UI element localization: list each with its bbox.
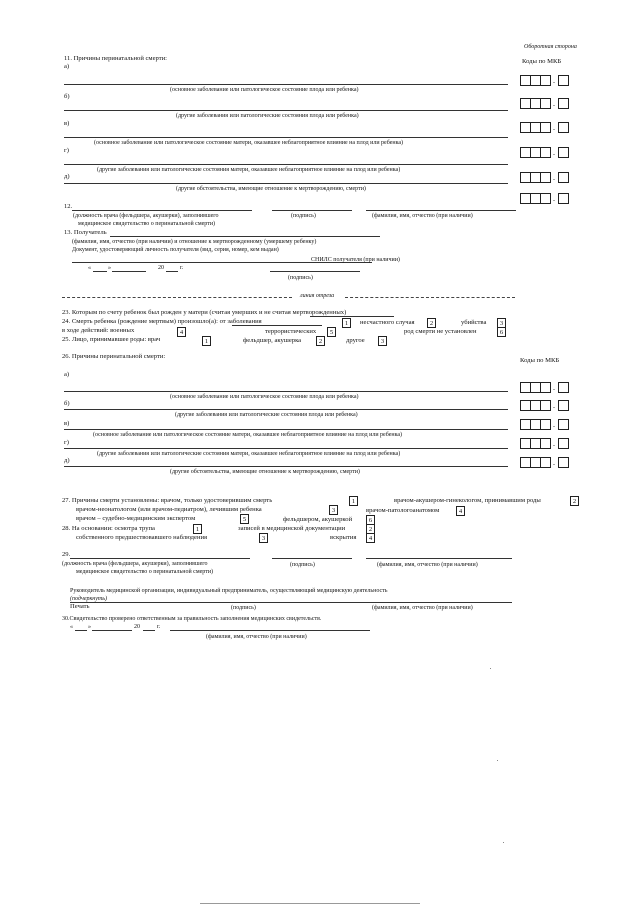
s13-date-q1: « xyxy=(88,265,91,271)
s25-box-1[interactable]: 1 xyxy=(202,336,211,346)
s29-signature-caption: (подпись) xyxy=(290,562,315,568)
s24-box-2[interactable]: 2 xyxy=(427,318,436,328)
s29-position-caption: (должность врача (фельдшера, акушерки), заполнившего xyxy=(62,561,208,567)
s24-box-6[interactable]: 6 xyxy=(497,327,506,337)
cause-d-line[interactable] xyxy=(64,183,508,184)
s26-cause-v-label: в) xyxy=(64,420,70,427)
s29-signature-line[interactable] xyxy=(272,558,352,559)
s26-cause-d-caption: (другие обстоятельства, имеющие отношение к мертворождению, смерти) xyxy=(170,469,360,475)
cause-b-line[interactable] xyxy=(64,110,508,111)
cause-a-caption: (основное заболевание или патологическое состояние плода или ребенка) xyxy=(170,87,359,93)
cause-a-label: а) xyxy=(64,63,70,70)
s28-records-label: записей в медицинской документации xyxy=(238,525,346,532)
section-24: 24. Смерть ребенка (рождение мертвым) произошло(а): от заболевания xyxy=(62,318,262,325)
s27-feldsher-label: фельдшером, акушеркой xyxy=(283,516,353,523)
s27-obstetr-label: врачом-акушером-гинекологом, принимавшим роды xyxy=(394,497,541,504)
head-signature-caption: (подпись) xyxy=(231,605,256,611)
section-25: 25. Лицо, принимавшее роды: врач xyxy=(62,336,161,343)
s26-mkb-header: Коды по МКБ xyxy=(520,357,560,364)
s26-cause-g-caption: (другие заболевания или патологические состояния матери, оказавшее неблагоприятное влияние на плод или ребенка) xyxy=(97,451,401,457)
s13-date-g: г. xyxy=(180,265,184,271)
s27-pathol-label: врачом-патологоанатомом xyxy=(366,507,440,514)
s12-signature-line[interactable] xyxy=(272,210,352,211)
section-12-num: 12. xyxy=(64,203,73,210)
s30-year: 20 xyxy=(134,624,140,630)
section-11-title: 11. Причины перинатальной смерти: xyxy=(64,55,167,62)
s30-fio-line[interactable] xyxy=(170,630,370,631)
cut-line-left xyxy=(62,297,292,298)
s28-autopsy-label: вскрытия xyxy=(330,534,357,541)
s13-date-year: 20 xyxy=(158,265,164,271)
s29-position-line[interactable] xyxy=(70,558,250,559)
s12-position-caption: (должность врача (фельдшера, акушерки), заполнившего xyxy=(73,213,219,219)
section-29-num: 29. xyxy=(62,551,71,558)
s27-forensic-label: врачом – судебно-медицинским экспертом xyxy=(76,515,196,522)
s25-feldsher-label: фельдшер, акушерка xyxy=(243,337,302,344)
s28-prior-label: собственного предшествовавшего наблюдения xyxy=(76,534,208,541)
s26-cause-d-line[interactable] xyxy=(64,466,508,467)
cause-a-line[interactable] xyxy=(64,84,508,85)
head-underline-note: (подчеркнуть) xyxy=(70,596,107,602)
s26-cause-v-caption: (основное заболевание или патологическое состояние матери, оказавшее неблагоприятное влияние на плод или ребенка) xyxy=(93,432,403,438)
s24-terror-label: террористических xyxy=(265,328,317,335)
cause-b-caption: (другие заболевания или патологические состояния плода или ребенка) xyxy=(176,113,359,119)
s30-q1: « xyxy=(70,624,73,630)
s29-position-caption-2: медицинское свидетельство о перинатальной смерти) xyxy=(76,569,214,575)
s12-fio-line[interactable] xyxy=(366,210,516,211)
s28-box-2[interactable]: 2 xyxy=(366,524,375,534)
head-text: Руководитель медицинской организации, индивидуальный предприниматель, осуществляющий медицинскую деятельность xyxy=(70,588,388,594)
head-line[interactable] xyxy=(70,602,512,603)
s12-fio-caption: (фамилия, имя, отчество (при наличии) xyxy=(372,213,473,219)
s29-fio-caption: (фамилия, имя, отчество (при наличии) xyxy=(377,562,478,568)
scan-speck xyxy=(497,760,498,761)
cause-g-line[interactable] xyxy=(64,164,508,165)
s25-box-2[interactable]: 2 xyxy=(316,336,325,346)
cause-v-line[interactable] xyxy=(64,137,508,138)
cause-d-caption: (другие обстоятельства, имеющие отношение к мертворождению, смерти) xyxy=(176,186,366,192)
section-26-title: 26. Причины перинатальной смерти: xyxy=(62,353,166,360)
s29-fio-line[interactable] xyxy=(366,558,512,559)
s13-fio-caption: (фамилия, имя, отчество (при наличии) и отношение к мертворожденному (умершему ребенку) xyxy=(72,239,317,245)
side-label: Оборотная сторона xyxy=(524,44,577,50)
s24-unknown-label: род смерти не установлен xyxy=(404,328,477,335)
s13-signature-line[interactable] xyxy=(270,271,360,272)
s28-box-1[interactable]: 1 xyxy=(193,524,202,534)
cause-d-label: д) xyxy=(64,173,70,180)
cause-b-label: б) xyxy=(64,93,70,100)
cause-v-caption: (основное заболевание или патологическое состояние матери, оказавшее неблагоприятное влияние на плод или ребенка) xyxy=(94,140,404,146)
s27-box-6[interactable]: 6 xyxy=(366,515,375,525)
s13-signature-caption: (подпись) xyxy=(288,275,313,281)
s26-cause-g-line[interactable] xyxy=(64,448,508,449)
s26-cause-b-line[interactable] xyxy=(64,409,508,410)
s26-cause-g-label: г) xyxy=(64,439,69,446)
s28-box-4[interactable]: 4 xyxy=(366,533,375,543)
s24-box-5[interactable]: 5 xyxy=(327,327,336,337)
cause-g-label: г) xyxy=(64,147,69,154)
s12-position-line[interactable] xyxy=(72,210,252,211)
scan-edge xyxy=(200,903,420,904)
s30-year-line[interactable] xyxy=(143,630,155,631)
s27-box-3[interactable]: 3 xyxy=(329,505,338,515)
head-seal: Печать xyxy=(70,603,90,610)
s24-murder-label: убийства xyxy=(461,319,487,326)
s13-date-day[interactable] xyxy=(93,271,107,272)
cause-v-label: в) xyxy=(64,120,70,127)
section-30: 30.Свидетельство проверено ответственным за правильность заполнения медицинских свидетельств. xyxy=(62,616,322,622)
s27-box-2[interactable]: 2 xyxy=(570,496,579,506)
s30-g: г. xyxy=(157,624,161,630)
mkb-codes-header: Коды по МКБ xyxy=(522,58,562,65)
s13-recipient-line[interactable] xyxy=(110,236,380,237)
section-23: 23. Которым по счету ребенок был рожден у матери (считая умерших и не считая мертворожденных) xyxy=(62,309,347,316)
s26-cause-v-line[interactable] xyxy=(64,429,508,430)
s13-date-year-line[interactable] xyxy=(166,271,178,272)
section-27: 27. Причины смерти установлены: врачом, только удостоверившим смерть xyxy=(62,497,273,504)
section-13-title: 13. Получатель xyxy=(64,229,107,236)
section-28: 28. На основании: осмотра трупа xyxy=(62,525,155,532)
s24-disease-line xyxy=(232,325,322,326)
s28-box-3[interactable]: 3 xyxy=(259,533,268,543)
cause-g-caption: (другие заболевания или патологические состояния матери, оказавшее неблагоприятное влияние на плод или ребенка) xyxy=(97,167,401,173)
s30-q2: » xyxy=(88,624,91,630)
s23-value-line[interactable] xyxy=(310,316,394,317)
s24-accident-label: несчастного случая xyxy=(360,319,415,326)
s25-other-label: другое xyxy=(346,337,365,344)
s27-neonat-label: врачом-неонатологом (или врачом-педиатром), лечившим ребенка xyxy=(76,506,262,513)
s13-snils-caption: СНИЛС получателя (при наличии) xyxy=(311,257,400,263)
s26-cause-a-line[interactable] xyxy=(64,391,508,392)
head-fio-caption: (фамилия, имя, отчество (при наличии) xyxy=(372,605,473,611)
cut-line-right xyxy=(345,297,515,298)
s30-fio-caption: (фамилия, имя, отчество (при наличии) xyxy=(206,634,307,640)
s13-date-month[interactable] xyxy=(112,271,146,272)
s26-cause-b-label: б) xyxy=(64,400,70,407)
s27-box-5[interactable]: 5 xyxy=(240,514,249,524)
s26-cause-b-caption: (другие заболевания или патологические состояния плода или ребенка) xyxy=(175,412,358,418)
s30-day-line[interactable] xyxy=(75,630,87,631)
s12-position-caption-2: медицинское свидетельство о перинатальной смерти) xyxy=(78,221,216,227)
s12-signature-caption: (подпись) xyxy=(291,213,316,219)
s24-box-1[interactable]: 1 xyxy=(342,318,351,328)
s26-cause-a-caption: (основное заболевание или патологическое состояние плода или ребенка) xyxy=(170,394,359,400)
scan-speck xyxy=(490,668,491,669)
s30-month-line[interactable] xyxy=(92,630,132,631)
s27-box-1[interactable]: 1 xyxy=(349,496,358,506)
s26-cause-a-label: а) xyxy=(64,371,70,378)
s13-doc-caption: Документ, удостоверяющий личность получателя (вид, серия, номер, кем выдан) xyxy=(72,247,279,253)
s24-box-4[interactable]: 4 xyxy=(177,327,186,337)
s24-box-3[interactable]: 3 xyxy=(497,318,506,328)
scan-speck xyxy=(503,842,504,843)
s25-box-3[interactable]: 3 xyxy=(378,336,387,346)
s24-military-label: в ходе действий: военных xyxy=(62,327,135,334)
s26-cause-d-label: д) xyxy=(64,457,70,464)
s13-snils-line[interactable] xyxy=(250,262,310,263)
s27-box-4[interactable]: 4 xyxy=(456,506,465,516)
cut-line-label: линия отреза xyxy=(300,293,335,299)
s13-date-q2: » xyxy=(108,265,111,271)
